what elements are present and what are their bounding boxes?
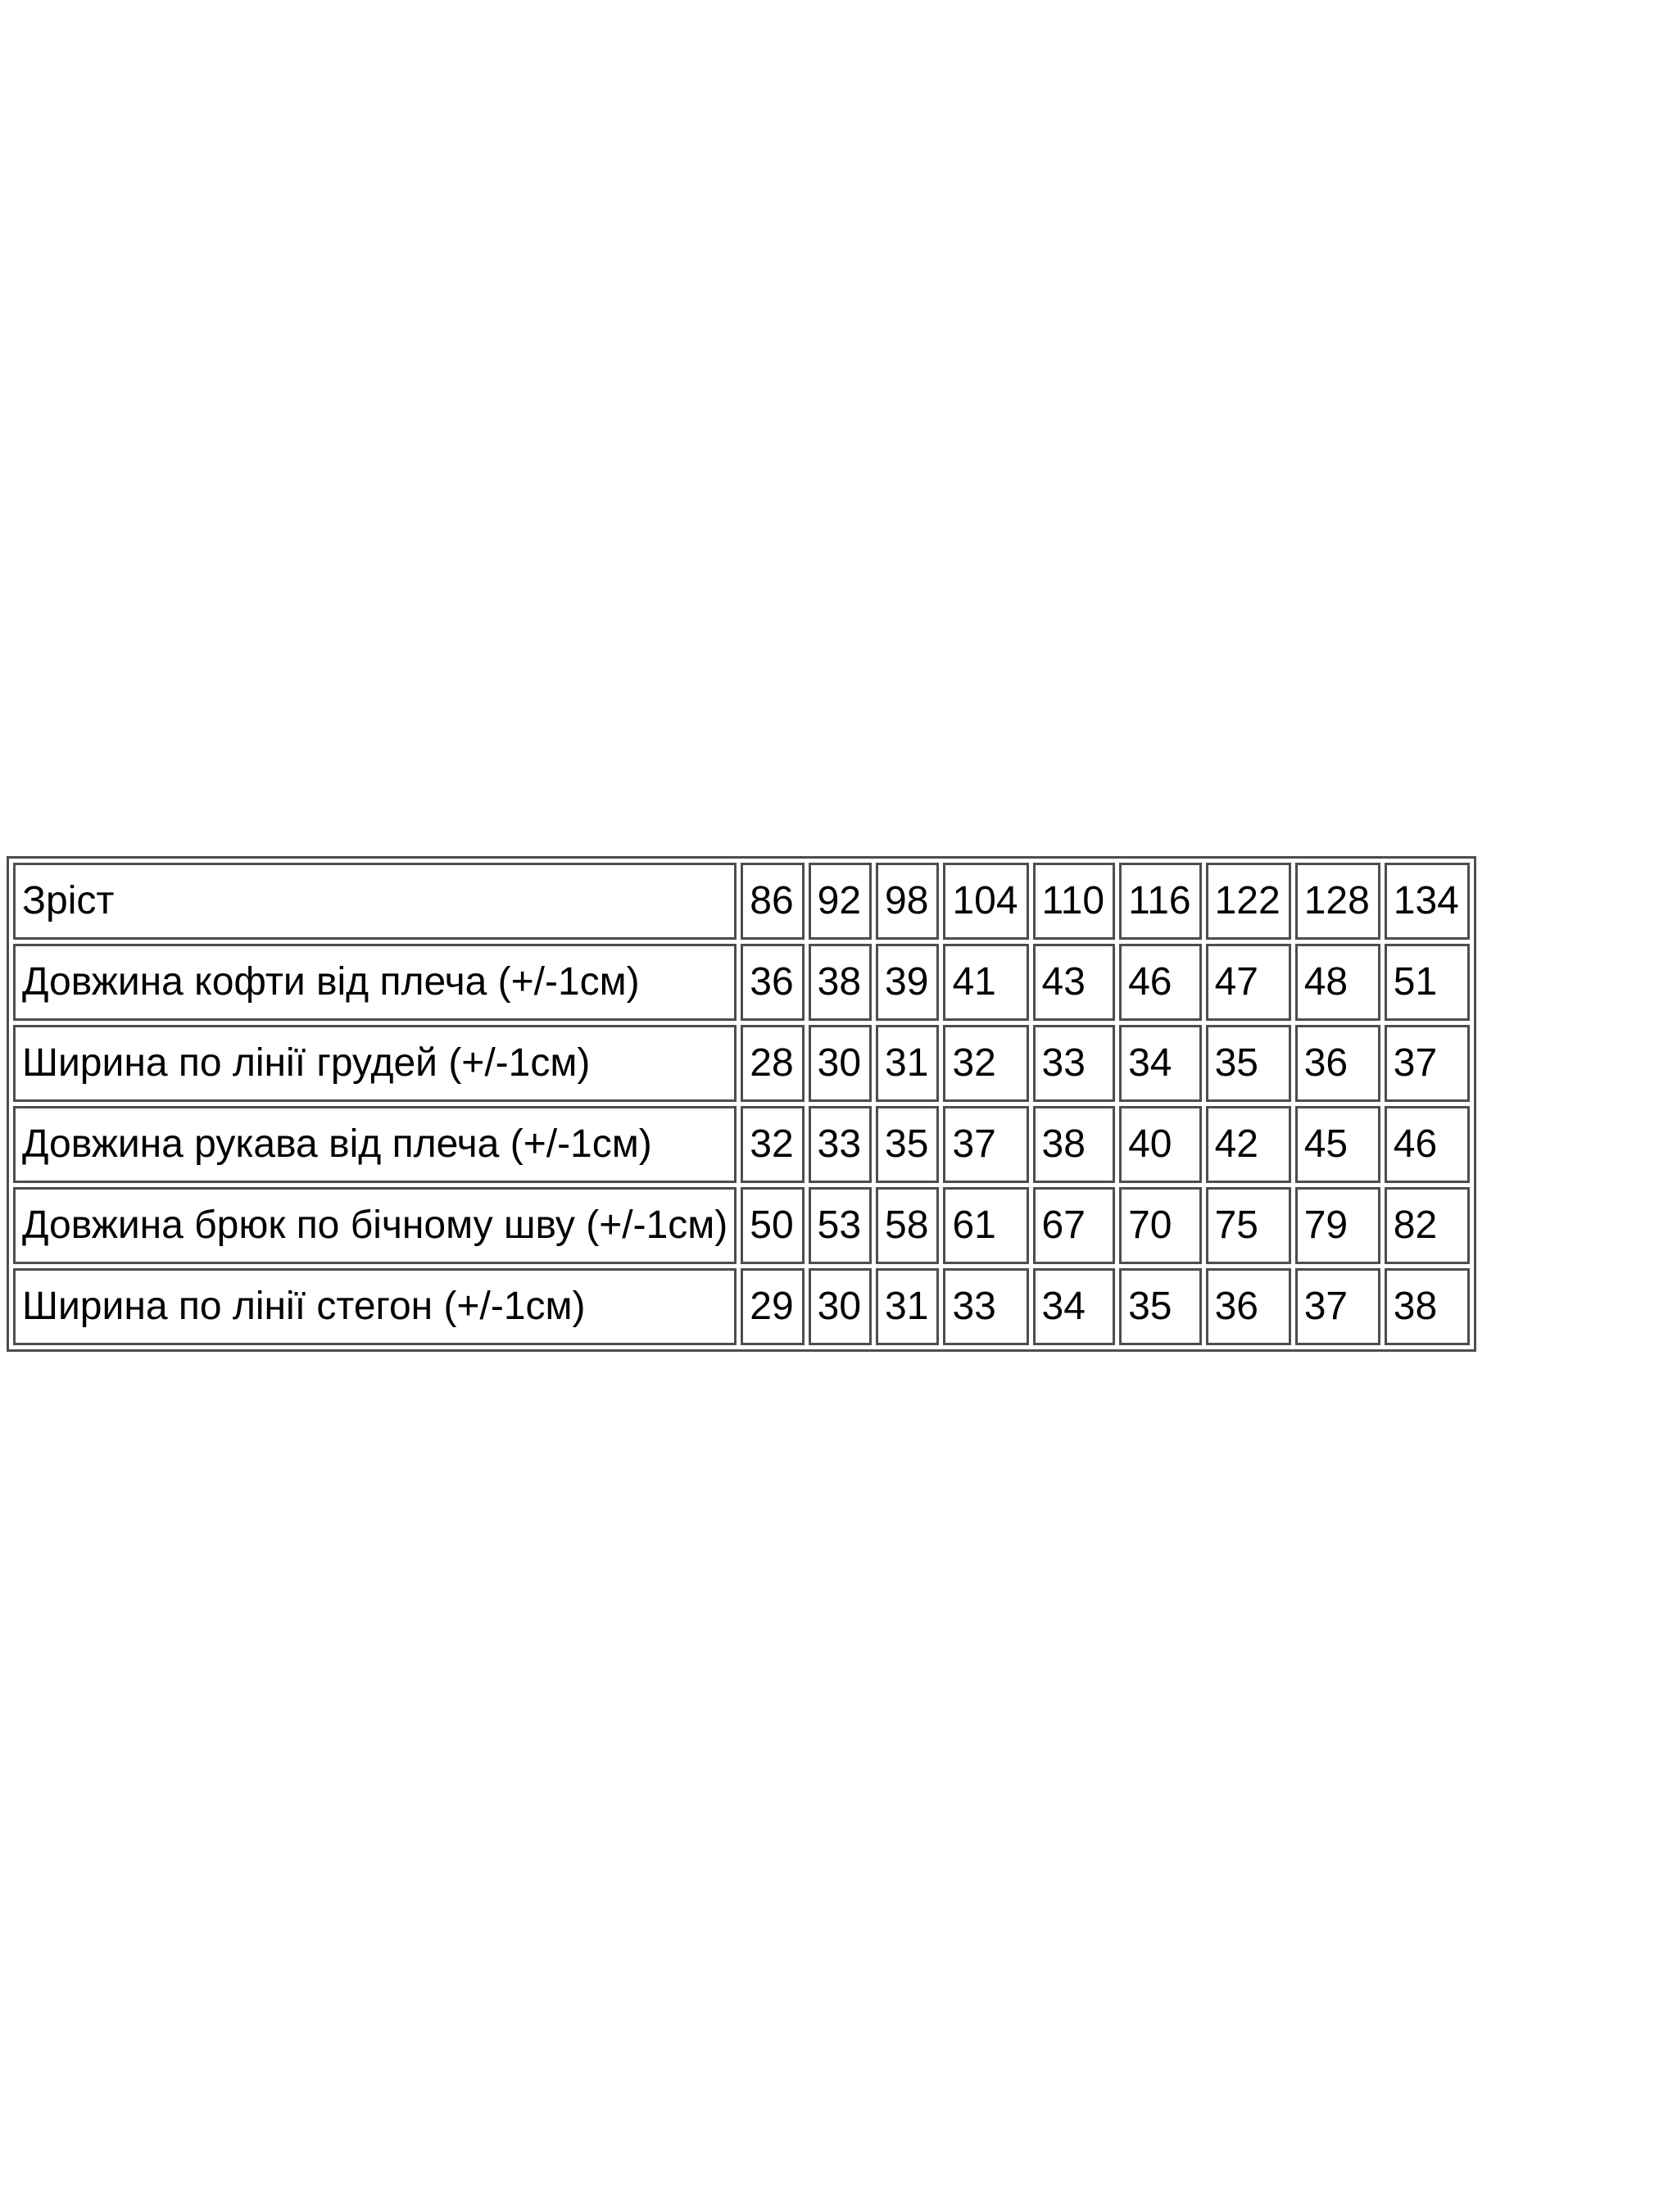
table-row <box>13 944 1470 1021</box>
value-cell: 33 <box>809 1106 872 1183</box>
value-cell: 39 <box>876 944 939 1021</box>
value-cell: 33 <box>943 1268 1028 1345</box>
value-cell: 82 <box>1385 1187 1470 1264</box>
value-cell: 104 <box>943 863 1028 940</box>
value-cell: 48 <box>1295 944 1380 1021</box>
value-cell: 134 <box>1385 863 1470 940</box>
value-cell: 34 <box>1033 1268 1116 1345</box>
value-cell: 41 <box>943 944 1028 1021</box>
size-chart-table <box>7 856 1476 1352</box>
row-label-cell: Довжина кофти від плеча (+/-1см) <box>13 944 737 1021</box>
value-cell: 122 <box>1206 863 1291 940</box>
value-cell: 35 <box>1119 1268 1202 1345</box>
value-cell: 37 <box>1295 1268 1380 1345</box>
value-cell: 35 <box>1206 1025 1291 1102</box>
value-cell: 28 <box>741 1025 804 1102</box>
value-cell: 31 <box>876 1268 939 1345</box>
value-cell: 30 <box>809 1268 872 1345</box>
row-label-cell: Довжина рукава від плеча (+/-1см) <box>13 1106 737 1183</box>
row-label-cell: Зріст <box>13 863 737 940</box>
value-cell: 128 <box>1295 863 1380 940</box>
value-cell: 36 <box>1295 1025 1380 1102</box>
value-cell: 67 <box>1033 1187 1116 1264</box>
row-label-cell: Ширина по лінії грудей (+/-1см) <box>13 1025 737 1102</box>
value-cell: 75 <box>1206 1187 1291 1264</box>
value-cell: 53 <box>809 1187 872 1264</box>
value-cell: 50 <box>741 1187 804 1264</box>
value-cell: 47 <box>1206 944 1291 1021</box>
value-cell: 33 <box>1033 1025 1116 1102</box>
value-cell: 58 <box>876 1187 939 1264</box>
value-cell: 37 <box>943 1106 1028 1183</box>
value-cell: 29 <box>741 1268 804 1345</box>
value-cell: 32 <box>741 1106 804 1183</box>
size-table-body <box>13 863 1470 1345</box>
value-cell: 30 <box>809 1025 872 1102</box>
row-label-cell: Ширина по лінії стегон (+/-1см) <box>13 1268 737 1345</box>
value-cell: 38 <box>1033 1106 1116 1183</box>
table-row <box>13 863 1470 940</box>
table-row <box>13 1025 1470 1102</box>
value-cell: 31 <box>876 1025 939 1102</box>
table-row <box>13 1187 1470 1264</box>
value-cell: 86 <box>741 863 804 940</box>
value-cell: 36 <box>1206 1268 1291 1345</box>
value-cell: 37 <box>1385 1025 1470 1102</box>
value-cell: 40 <box>1119 1106 1202 1183</box>
value-cell: 42 <box>1206 1106 1291 1183</box>
value-cell: 46 <box>1385 1106 1470 1183</box>
value-cell: 51 <box>1385 944 1470 1021</box>
value-cell: 38 <box>809 944 872 1021</box>
table-row <box>13 1106 1470 1183</box>
row-label-cell: Довжина брюк по бічному шву (+/-1см) <box>13 1187 737 1264</box>
value-cell: 79 <box>1295 1187 1380 1264</box>
value-cell: 45 <box>1295 1106 1380 1183</box>
value-cell: 110 <box>1033 863 1116 940</box>
value-cell: 70 <box>1119 1187 1202 1264</box>
value-cell: 35 <box>876 1106 939 1183</box>
value-cell: 43 <box>1033 944 1116 1021</box>
value-cell: 38 <box>1385 1268 1470 1345</box>
value-cell: 92 <box>809 863 872 940</box>
value-cell: 34 <box>1119 1025 1202 1102</box>
value-cell: 116 <box>1119 863 1202 940</box>
value-cell: 36 <box>741 944 804 1021</box>
value-cell: 46 <box>1119 944 1202 1021</box>
value-cell: 61 <box>943 1187 1028 1264</box>
table-row <box>13 1268 1470 1345</box>
value-cell: 32 <box>943 1025 1028 1102</box>
value-cell: 98 <box>876 863 939 940</box>
